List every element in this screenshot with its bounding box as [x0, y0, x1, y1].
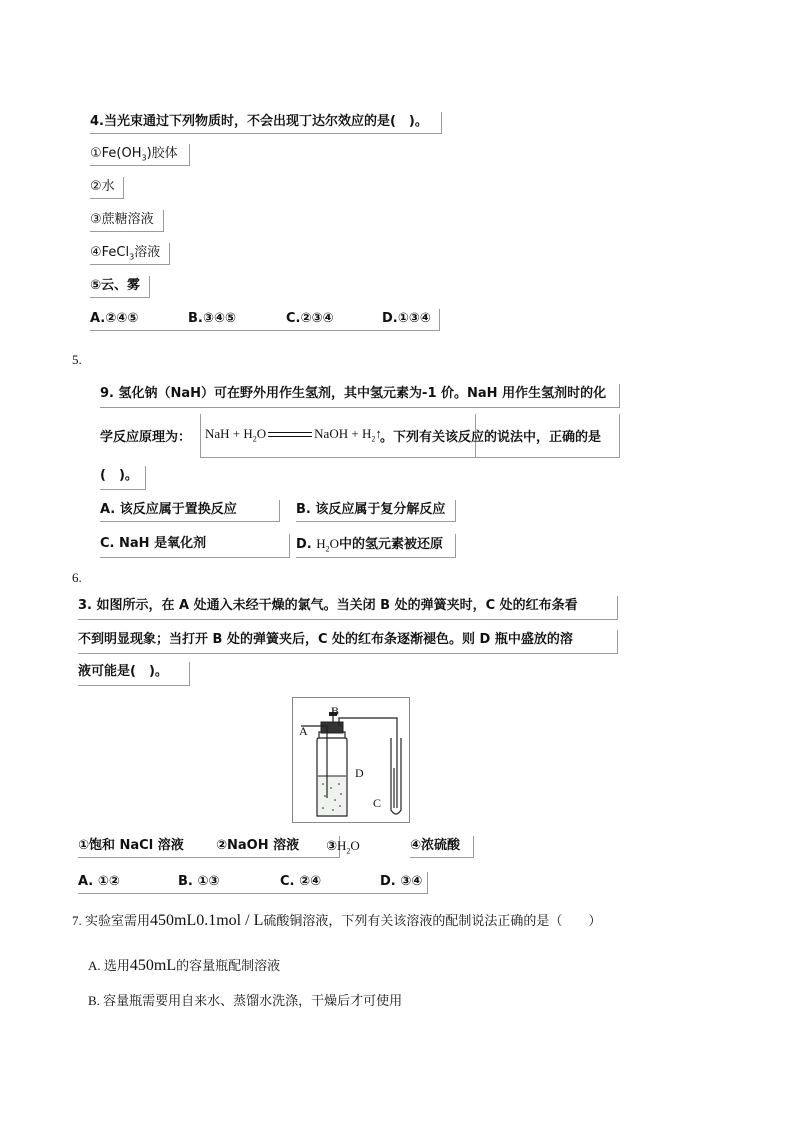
q6-line-2: 不到明显现象；当打开 B 处的弹簧夹后，C 处的红布条逐渐褪色。则 D 瓶中盛放的溶	[78, 630, 618, 654]
q5-option-c: C. NaH 是氧化剂	[100, 534, 290, 558]
q6-line-3: 液可能是( )。	[78, 662, 190, 686]
q6-item-1: ①饱和 NaCl 溶液	[78, 838, 184, 853]
q4-item-3	[90, 210, 164, 232]
q5-line-2	[100, 414, 620, 458]
q4-item-5	[90, 276, 150, 298]
q6-options	[78, 872, 428, 894]
q5-line-2-pre: 学反应原理为：	[100, 430, 192, 445]
apparatus-diagram	[292, 697, 410, 823]
q4-stem: 4.当光束通过下列物质时，不会出现丁达尔效应的是( )。	[90, 112, 442, 134]
q6-option-b: B. ①③	[178, 874, 220, 889]
q4-item-2-text: ②水	[90, 179, 115, 194]
q5-line-2-post-box	[376, 414, 620, 458]
q4-item-4-post: 溶液	[134, 245, 161, 260]
q5-option-a: A. 该反应属于置换反应	[100, 500, 280, 522]
label-a: A	[299, 724, 308, 738]
label-b: B	[331, 704, 340, 718]
equals-sign-long	[266, 430, 314, 440]
q4-item-1-sub: 3	[141, 153, 147, 163]
question-number-6: 6.	[72, 570, 82, 585]
q6-item-4: ④浓硫酸	[410, 836, 474, 858]
q6-item-2: ②NaOH 溶液	[216, 838, 300, 853]
outlet-tube	[339, 718, 397, 808]
q4-option-d: D.①③④	[382, 311, 431, 326]
q6-option-c: C. ②④	[280, 874, 322, 889]
q5-option-b: B. 该反应属于复分解反应	[296, 500, 456, 522]
apparatus-drawing	[293, 698, 409, 822]
q4-option-b: B.③④⑤	[188, 311, 236, 326]
q4-option-c: C.②③④	[286, 311, 334, 326]
q4-item-1-post: )胶体	[146, 146, 178, 161]
q4-option-a: A.②④⑤	[90, 311, 139, 326]
q7-stem: 7. 实验室需用450mL0.1mol / L硫酸铜溶液，下列有关该溶液的配制说法正确的是（ ）	[72, 912, 602, 929]
q6-option-d: D. ③④	[380, 874, 423, 889]
q4-item-4	[90, 243, 170, 265]
q4-item-4-pre: ④FeCl	[90, 245, 130, 260]
q5-line-1: 9. 氢化钠（NaH）可在野外用作生氢剂，其中氢元素为-1 价。NaH 用作生氢剂时的化	[100, 384, 620, 408]
question-number-5: 5.	[72, 352, 82, 367]
q5-line-3: ( )。	[100, 466, 146, 490]
q4-item-1-pre: ①Fe(OH	[90, 146, 142, 161]
q6-line-1: 3. 如图所示，在 A 处通入未经干燥的氯气。当关闭 B 处的弹簧夹时，C 处的红布条看	[78, 596, 618, 620]
q4-options	[90, 309, 440, 331]
q4-item-1	[90, 144, 190, 166]
q7-option-a: A. 选用450mL的容量瓶配制溶液	[88, 957, 281, 974]
q4-item-3-text: ③蔗糖溶液	[90, 212, 154, 227]
q6-items-row	[78, 836, 340, 858]
q6-item-3: $③H_2O$	[326, 838, 360, 856]
q5-line-2-post: 。下列有关该反应的说法中，正确的是	[380, 430, 602, 445]
liquid	[318, 776, 346, 815]
q6-option-a: A. ①②	[78, 874, 120, 889]
q7-option-b: B. 容量瓶需要用自来水、蒸馏水洗涤，干燥后才可使用	[88, 993, 403, 1008]
q4-item-5-text: ⑤云、雾	[90, 278, 141, 293]
q5-equation-text: NaH + $H_2O$ NaOH + $H_2↑$	[205, 426, 382, 444]
q4-item-4-sub: 3	[129, 252, 135, 262]
q5-option-d: D. $H_2O$中的氢元素被还原	[296, 534, 456, 558]
q4-item-2	[90, 177, 124, 199]
label-d: D	[355, 766, 364, 780]
stopper	[321, 722, 343, 733]
test-tube	[391, 738, 401, 814]
label-c: C	[373, 796, 382, 810]
